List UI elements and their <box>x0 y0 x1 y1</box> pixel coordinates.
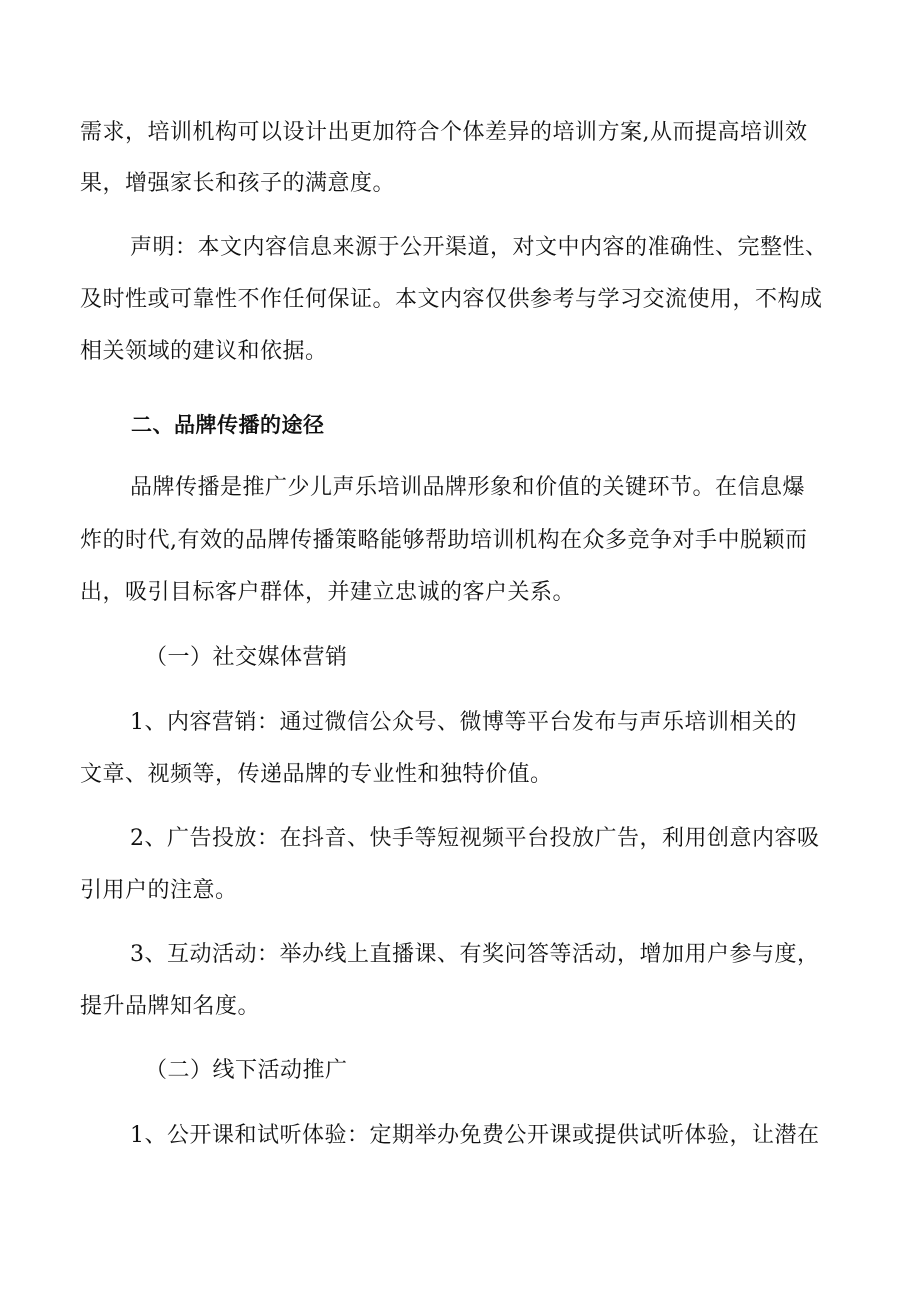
list-item-text: 3、互动活动：举办线上直播课、有奖问答等活动，增加用户参与度， <box>130 942 820 967</box>
subsection-heading: （二）线下活动推广 <box>145 1058 348 1083</box>
body-text-line: 需求，培训机构可以设计出更加符合个体差异的培训方案,从而提高培训效 <box>80 120 808 145</box>
list-item-text: 1、公开课和试听体验：定期举办免费公开课或提供试听体验，让潜在 <box>130 1123 820 1148</box>
body-text-line: 果，增强家长和孩子的满意度。 <box>80 171 396 196</box>
body-text-line: 出，吸引目标客户群体，并建立忠诚的客户关系。 <box>80 580 576 605</box>
list-item-text: 1、内容营销：通过微信公众号、微博等平台发布与声乐培训相关的 <box>130 710 797 735</box>
list-item-text: 2、广告投放：在抖音、快手等短视频平台投放广告，利用创意内容吸 <box>130 826 820 851</box>
list-item-text: 引用户的注意。 <box>80 878 238 903</box>
disclaimer-line: 及时性或可靠性不作任何保证。本文内容仅供参考与学习交流使用，不构成 <box>80 287 823 312</box>
list-item-text: 提升品牌知名度。 <box>80 994 261 1019</box>
disclaimer-line: 声明：本文内容信息来源于公开渠道，对文中内容的准确性、完整性、 <box>130 235 828 260</box>
subsection-heading: （一）社交媒体营销 <box>145 645 348 670</box>
body-text-line: 品牌传播是推广少儿声乐培训品牌形象和价值的关键环节。在信息爆 <box>130 475 806 500</box>
list-item-text: 文章、视频等，传递品牌的专业性和独特价值。 <box>80 762 553 787</box>
body-text-line: 炸的时代,有效的品牌传播策略能够帮助培训机构在众多竞争对手中脱颖而 <box>80 528 808 553</box>
disclaimer-line: 相关领域的建议和依据。 <box>80 339 328 364</box>
section-heading: 二、品牌传播的途径 <box>131 413 325 437</box>
